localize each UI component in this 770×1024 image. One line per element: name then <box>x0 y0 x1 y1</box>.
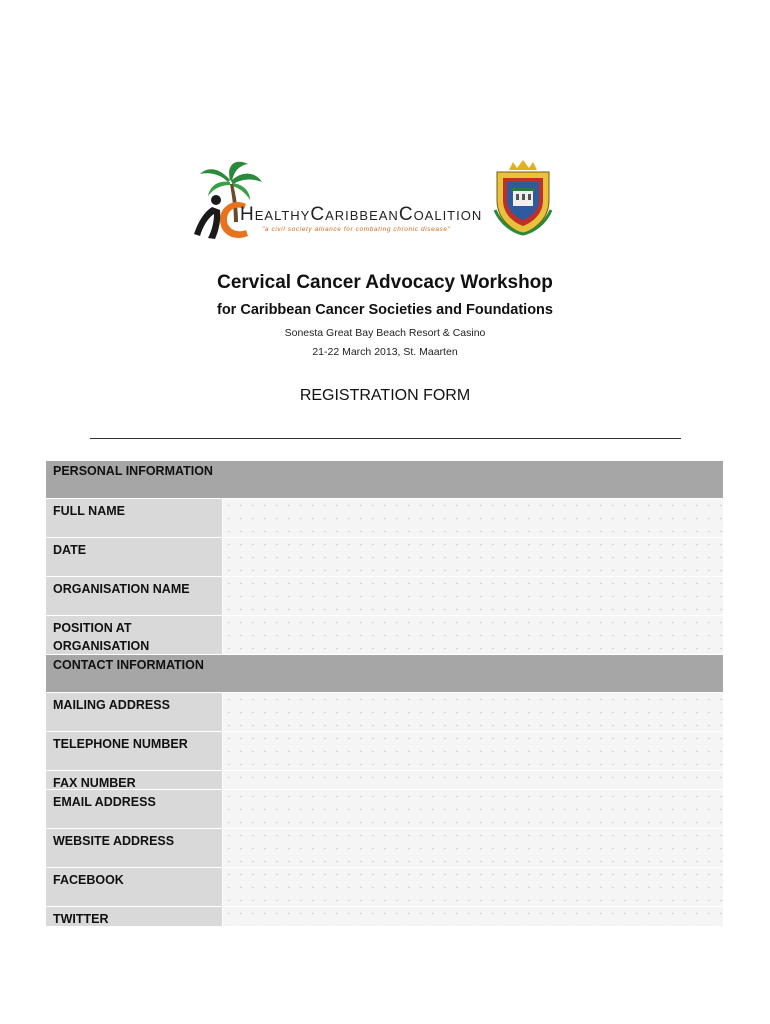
twitter-label: TWITTER <box>46 907 223 926</box>
organisation-name-input[interactable] <box>223 577 723 615</box>
coalition-name: HEALTHYCARIBBEANCOALITION <box>240 204 483 225</box>
workshop-title: Cervical Cancer Advocacy Workshop <box>217 272 553 293</box>
full-name-input[interactable] <box>223 499 723 537</box>
fax-input[interactable] <box>223 771 723 789</box>
website-row <box>46 829 723 868</box>
section-personal-information: PERSONAL INFORMATION <box>46 461 723 499</box>
date-input[interactable] <box>223 538 723 576</box>
email-input[interactable] <box>223 790 723 828</box>
position-input[interactable] <box>223 616 723 654</box>
form-heading: REGISTRATION FORM <box>299 387 471 404</box>
position-row <box>46 616 723 655</box>
date-label: DATE <box>46 538 223 576</box>
heading-divider <box>90 438 681 439</box>
palm-tree-figure-icon <box>190 160 266 242</box>
website-label: WEBSITE ADDRESS <box>46 829 223 867</box>
facebook-input[interactable] <box>223 868 723 906</box>
workshop-dates: 21-22 March 2013, St. Maarten <box>312 346 458 358</box>
full-name-row <box>46 499 723 538</box>
healthy-caribbean-coalition-logo <box>190 160 483 242</box>
mailing-address-label: MAILING ADDRESS <box>46 693 223 731</box>
website-input[interactable] <box>223 829 723 867</box>
workshop-subtitle: for Caribbean Cancer Societies and Foundations <box>217 302 553 318</box>
facebook-label: FACEBOOK <box>46 868 223 906</box>
date-row <box>46 538 723 577</box>
registration-table <box>46 461 723 927</box>
coalition-tagline: "a civil society alliance for combating chronic disease" <box>262 226 451 233</box>
position-label: POSITION AT ORGANISATION <box>46 616 223 654</box>
mailing-address-input[interactable] <box>223 693 723 731</box>
fax-label: FAX NUMBER <box>46 771 223 789</box>
twitter-row <box>46 907 723 927</box>
telephone-label: TELEPHONE NUMBER <box>46 732 223 770</box>
full-name-label: FULL NAME <box>46 499 223 537</box>
telephone-input[interactable] <box>223 732 723 770</box>
organisation-name-row <box>46 577 723 616</box>
facebook-row <box>46 868 723 907</box>
email-label: EMAIL ADDRESS <box>46 790 223 828</box>
section-contact-information: CONTACT INFORMATION <box>46 655 723 693</box>
email-row <box>46 790 723 829</box>
mailing-address-row <box>46 693 723 732</box>
organisation-name-label: ORGANISATION NAME <box>46 577 223 615</box>
telephone-row <box>46 732 723 771</box>
st-maarten-coat-of-arms-icon <box>487 160 559 236</box>
workshop-venue: Sonesta Great Bay Beach Resort & Casino <box>284 327 486 339</box>
twitter-input[interactable] <box>223 907 723 926</box>
fax-row <box>46 771 723 790</box>
